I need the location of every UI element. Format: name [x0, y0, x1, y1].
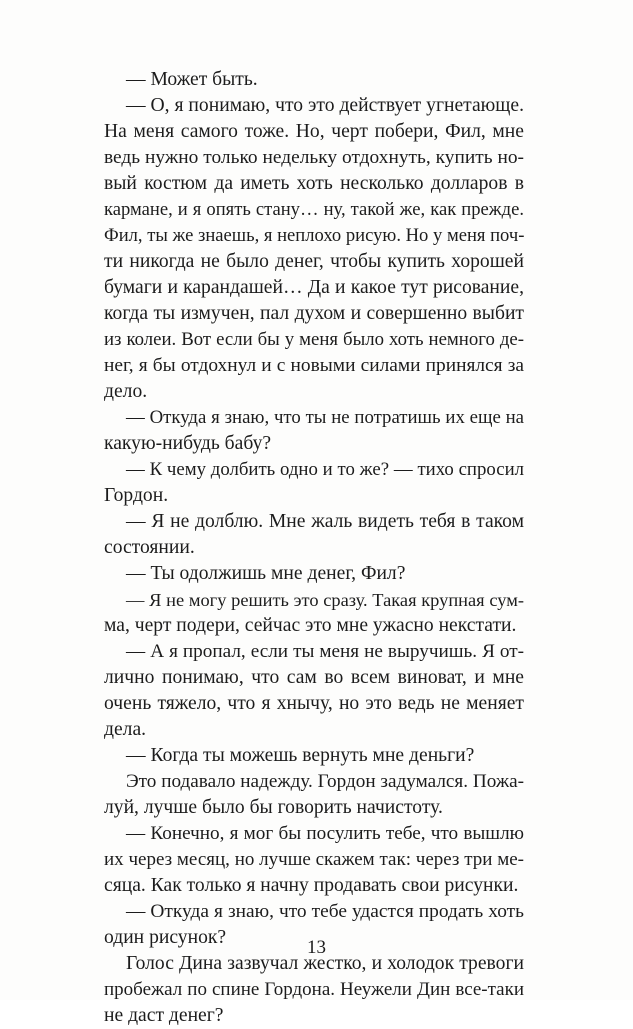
text-line: ти никогда не было денег, чтобы купить хорошей — [104, 251, 524, 272]
text-line: ведь нужно только недельку отдохнуть, купить но- — [104, 147, 524, 168]
text-line: вый костюм да иметь хоть несколько долларов в — [104, 173, 524, 194]
text-line: один рисунок? — [104, 927, 227, 948]
text-line: луй, лучше было бы говорить начистоту. — [104, 797, 443, 818]
text-line: дела. — [104, 719, 147, 740]
text-line: когда ты измучен, пал духом и совершенно выбит — [104, 303, 524, 324]
text-line: какую-нибудь бабу? — [104, 433, 272, 454]
text-line: — Может быть. — [126, 69, 258, 90]
text-line: лично понимаю, что сам во всем виноват, и мне — [104, 667, 524, 688]
text-line: Гордон. — [104, 485, 169, 506]
text-line: бумаги и карандашей… Да и какое тут рисование, — [104, 277, 524, 298]
text-line: нег, я бы отдохнул и с новыми силами принялся за — [104, 355, 524, 376]
text-line: — Откуда я знаю, что ты не потратишь их еще на — [126, 407, 524, 428]
body-text — [104, 67, 524, 1029]
text-line: — Я не могу решить это сразу. Такая крупная сум- — [126, 590, 524, 610]
text-line: их через месяц, но лучше скажем так: через три ме- — [104, 849, 524, 870]
text-line: сяца. Как только я начну продавать свои рисунки. — [104, 875, 519, 896]
text-line: пробежал по спине Гордона. Неужели Дин все-таки — [104, 979, 524, 1000]
text-line: не даст денег? — [104, 1005, 224, 1026]
text-line: — А я пропал, если ты меня не выручишь. Я от- — [126, 641, 524, 662]
text-line: дело. — [104, 381, 148, 402]
text-line: — Я не долблю. Мне жаль видеть тебя в таком — [126, 511, 524, 532]
text-line: — О, я понимаю, что это действует угнетающе. — [126, 95, 524, 116]
text-line: На меня самого тоже. Но, черт побери, Фил, мне — [104, 121, 524, 142]
text-line: ма, черт подери, сейчас это мне ужасно некстати. — [104, 615, 517, 636]
page-number: 13 — [307, 937, 326, 958]
text-line: из колеи. Вот если бы у меня было хоть немного де- — [104, 329, 524, 350]
text-line: очень тяжело, что я хнычу, но это ведь не меняет — [104, 693, 524, 714]
text-line: — Конечно, я мог бы посулить тебе, что вышлю — [126, 823, 524, 844]
text-line: — Откуда я знаю, что тебе удастся продать хоть — [126, 901, 524, 922]
text-line: Фил, ты же знаешь, я неплохо рисую. Но у меня поч- — [104, 225, 525, 246]
text-line: — Ты одолжишь мне денег, Фил? — [126, 563, 406, 584]
text-line: состоянии. — [104, 537, 195, 558]
text-line: кармане, и я опять стану… ну, такой же, как прежде. — [104, 199, 524, 220]
text-line: — К чему долбить одно и то же? — тихо спросил — [126, 459, 524, 480]
text-line: Голос Дина зазвучал жестко, и холодок тревоги — [126, 953, 524, 974]
text-line: — Когда ты можешь вернуть мне деньги? — [126, 745, 475, 766]
text-line: Это подавало надежду. Гордон задумался. Пожа- — [126, 771, 524, 792]
